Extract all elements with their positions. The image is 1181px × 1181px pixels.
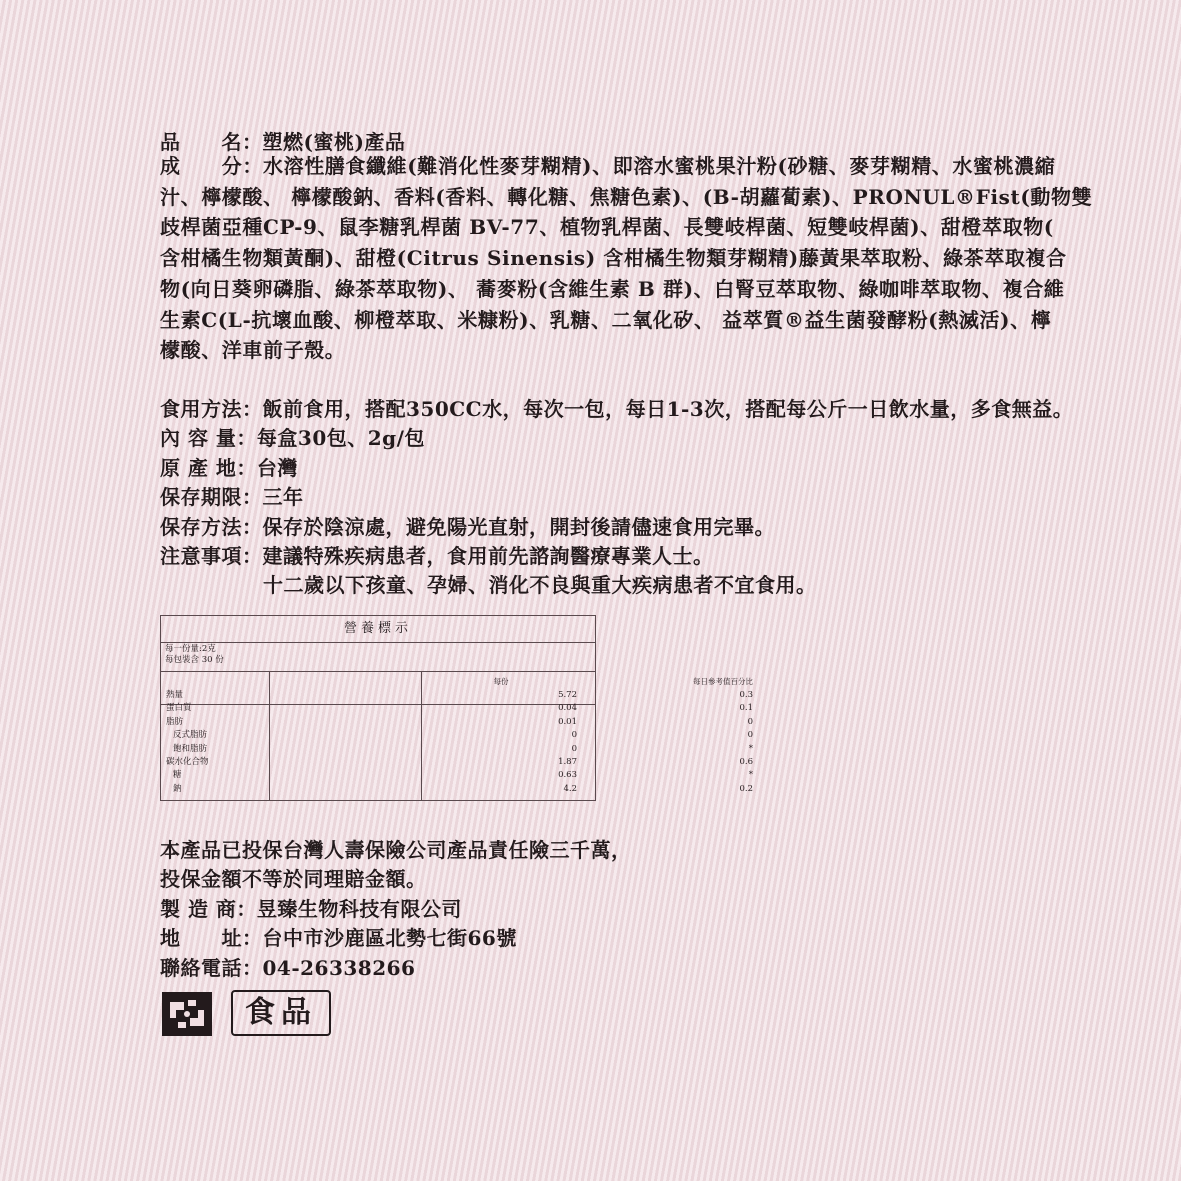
notes-text: 注意事項：建議特殊疾病患者，食用前先諮詢醫療專業人士。: [160, 544, 714, 568]
ingredients-line: 生素C(L-抗壞血酸、柳橙萃取、米糠粉)、乳糖、二氧化矽、 益萃質®益生菌發酵粉(熱滅活)、檸: [160, 307, 1052, 332]
nutrition-row: [161, 743, 753, 754]
shelf-life-text: 保存期限：三年: [160, 485, 304, 509]
nutrient-name: 糖: [173, 770, 182, 781]
ingredients-line: 檬酸、洋車前子殼。: [160, 338, 346, 363]
col-per-serving: 每份: [493, 677, 509, 686]
usage-text: 食用方法：飯前食用，搭配350CC水，每次一包，每日1-3次，搭配每公斤一日飲水量，多食無益。: [160, 397, 1074, 421]
ingredients-block: [160, 151, 1093, 366]
nutrient-per-serving: 4.2: [563, 783, 577, 794]
nutrition-row: [161, 690, 753, 700]
nutrient-name: 鈉: [173, 783, 182, 794]
storage-text: 保存方法：保存於陰涼處，避免陽光直射，開封後請儘速食用完畢。: [160, 515, 775, 539]
nutrient-daily-value: *: [748, 743, 753, 754]
insurance-text-2: 投保金額不等於同理賠金額。: [160, 867, 427, 891]
nutrition-serving-info: [165, 644, 224, 666]
nutrient-name: 飽和脂肪: [173, 743, 208, 754]
nutrient-name: 反式脂肪: [173, 730, 208, 741]
manufacturer-text: 製 造 商：昱臻生物科技有限公司: [160, 897, 462, 921]
servings-per-pack: 每包裝含 30 份: [165, 655, 224, 665]
recycle-icon: [160, 990, 214, 1038]
insurance-text: 本產品已投保台灣人壽保險公司產品責任險三千萬，: [160, 838, 632, 862]
nutrient-per-serving: 0: [571, 730, 577, 741]
ingredients-line: 汁、檸檬酸、 檸檬酸鈉、香料(香料、轉化糖、焦糖色素)、(B-胡蘿蔔素)、PRONUL®Fist(動物雙: [160, 184, 1093, 209]
ingredients-line: 歧桿菌亞種CP-9、鼠李糖乳桿菌 BV-77、植物乳桿菌、長雙岐桿菌、短雙岐桿菌)、甜橙萃取物(: [160, 215, 1054, 240]
nutrition-row: [161, 783, 753, 794]
nutrition-row: [161, 730, 753, 741]
nutrient-per-serving: 5.72: [558, 690, 577, 700]
nutrient-daily-value: 0.3: [739, 690, 753, 700]
nutrient-daily-value: 0.1: [739, 703, 753, 714]
nutrition-row: [161, 770, 753, 781]
product-name: 品 名：塑燃(蜜桃)產品: [160, 130, 406, 154]
nutrient-per-serving: 0: [571, 743, 577, 754]
ingredients-line: 含柑橘生物類黃酮)、甜橙(Citrus Sinensis) 含柑橘生物類芽糊精)藤黃果萃取粉、綠茶萃取複合: [160, 246, 1067, 271]
phone-text: 聯絡電話：04-26338266: [160, 956, 416, 980]
nutrition-row: [161, 703, 753, 714]
nutrient-daily-value: 0: [747, 730, 753, 741]
nutrient-per-serving: 0.01: [558, 716, 577, 727]
nutrient-per-serving: 0.04: [558, 703, 577, 714]
nutrient-per-serving: 0.63: [558, 770, 577, 781]
nutrient-per-serving: 1.87: [558, 757, 577, 767]
nutrient-name: 脂肪: [166, 716, 184, 727]
nutrient-name: 碳水化合物: [166, 757, 209, 767]
nutrient-daily-value: 0.2: [739, 783, 753, 794]
nutrition-title: 營養標示: [161, 616, 595, 643]
content-text: 內 容 量：每盒30包、2g/包: [160, 426, 425, 450]
ingredients-line: 成 分：水溶性膳食纖維(難消化性麥芽糊精)、即溶水蜜桃果汁粉(砂糖、麥芽糊精、水蜜桃濃縮: [160, 154, 1056, 178]
nutrient-daily-value: 0: [747, 716, 753, 727]
serving-size: 每一份量:2克: [165, 644, 216, 654]
nutrient-name: 蛋白質: [166, 703, 192, 714]
nutrient-daily-value: *: [748, 770, 753, 781]
origin-text: 原 產 地：台灣: [160, 456, 298, 480]
address-text: 地 址：台中市沙鹿區北勢七街66號: [160, 926, 517, 950]
ingredients-line: 物(向日葵卵磷脂、綠茶萃取物)、 蕎麥粉(含維生素 B 群)、白腎豆萃取物、綠咖啡萃取物、複合維: [160, 276, 1065, 301]
nutrition-row: [161, 716, 753, 727]
col-daily-value: 每日參考值百分比: [693, 677, 753, 686]
nutrient-name: 熱量: [166, 690, 184, 700]
nutrition-table: [160, 615, 753, 801]
nutrition-row: [161, 757, 753, 767]
food-mark: 食品: [231, 990, 331, 1036]
nutrient-daily-value: 0.6: [739, 757, 753, 767]
notes-text-2: 十二歲以下孩童、孕婦、消化不良與重大疾病患者不宜食用。: [263, 573, 817, 597]
